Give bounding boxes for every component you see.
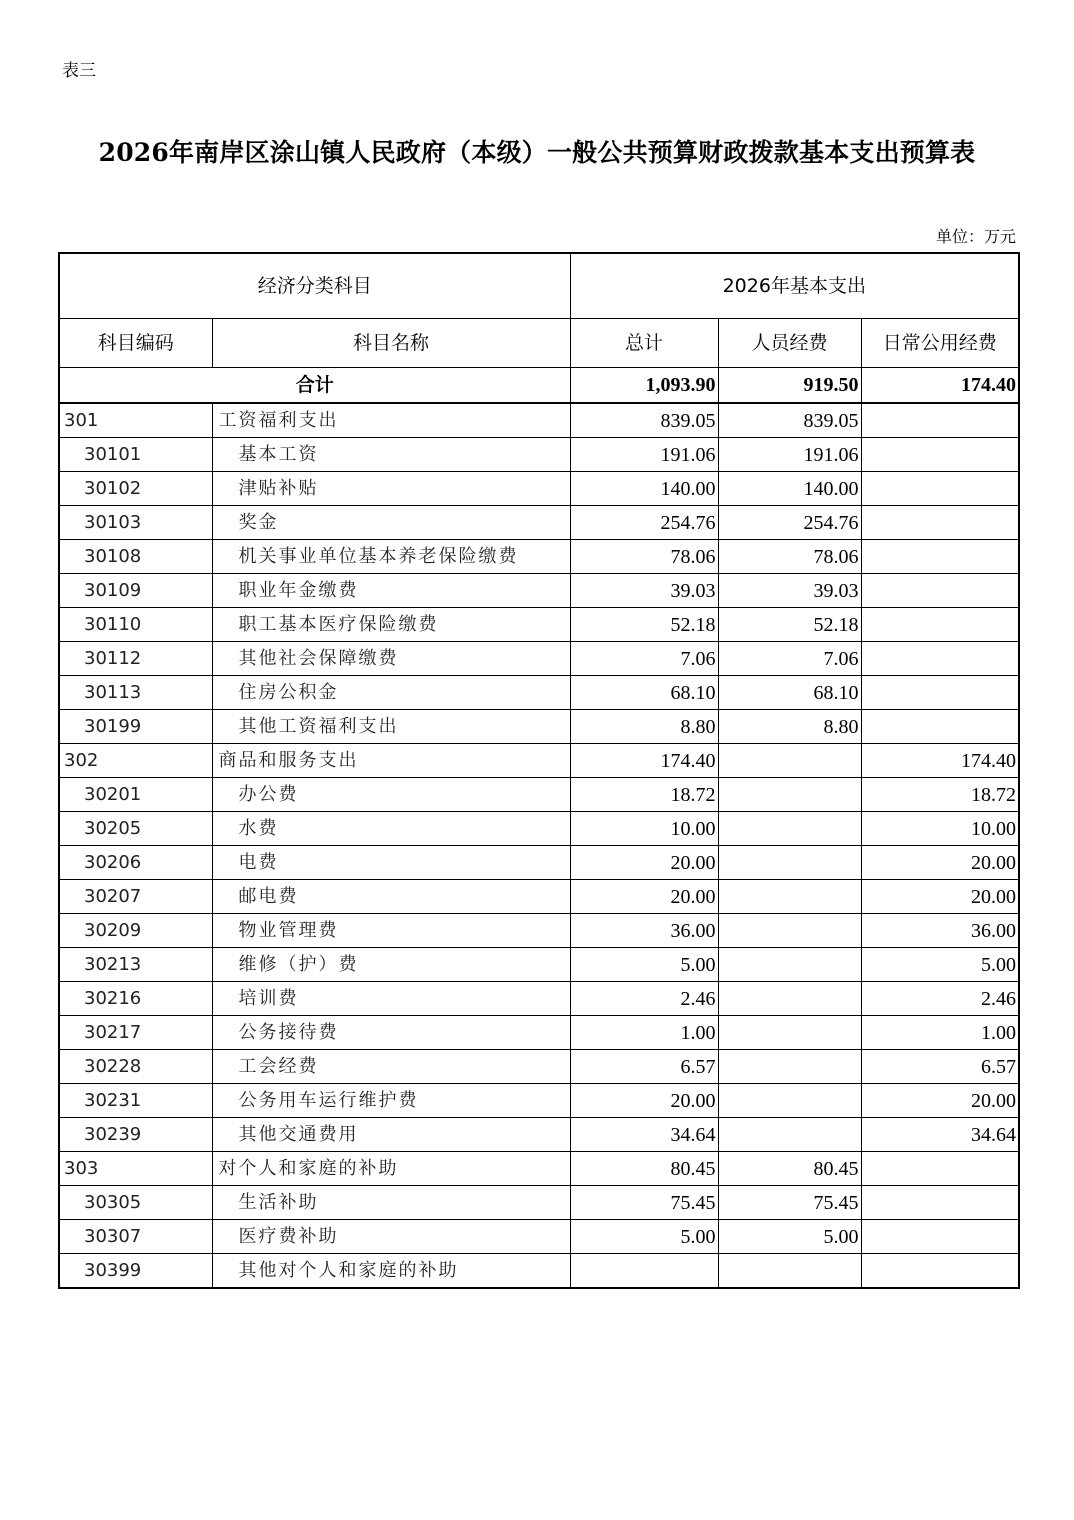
row-total: 75.45 <box>570 1186 718 1220</box>
header-public: 日常公用经费 <box>861 319 1019 368</box>
row-public: 10.00 <box>861 812 1019 846</box>
row-code: 30109 <box>59 574 212 608</box>
row-personnel <box>718 982 861 1016</box>
row-public <box>861 710 1019 744</box>
row-total: 140.00 <box>570 472 718 506</box>
row-total: 7.06 <box>570 642 718 676</box>
row-personnel: 254.76 <box>718 506 861 540</box>
row-total: 191.06 <box>570 438 718 472</box>
row-name: 工资福利支出 <box>212 403 570 438</box>
row-code: 30213 <box>59 948 212 982</box>
group-header-row <box>59 253 1019 319</box>
row-code: 30201 <box>59 778 212 812</box>
row-name: 津贴补贴 <box>212 472 570 506</box>
table-row <box>59 506 1019 540</box>
row-name: 生活补助 <box>212 1186 570 1220</box>
row-personnel <box>718 1050 861 1084</box>
row-public: 20.00 <box>861 1084 1019 1118</box>
row-public: 20.00 <box>861 880 1019 914</box>
row-personnel: 839.05 <box>718 403 861 438</box>
row-name: 基本工资 <box>212 438 570 472</box>
row-personnel <box>718 778 861 812</box>
row-personnel: 8.80 <box>718 710 861 744</box>
row-public: 36.00 <box>861 914 1019 948</box>
row-total: 5.00 <box>570 1220 718 1254</box>
row-public: 5.00 <box>861 948 1019 982</box>
row-public <box>861 540 1019 574</box>
table-row <box>59 914 1019 948</box>
row-name: 水费 <box>212 812 570 846</box>
row-total: 20.00 <box>570 846 718 880</box>
row-name: 电费 <box>212 846 570 880</box>
row-personnel <box>718 846 861 880</box>
row-code: 30217 <box>59 1016 212 1050</box>
table-row <box>59 540 1019 574</box>
table-row <box>59 1016 1019 1050</box>
row-total: 20.00 <box>570 880 718 914</box>
row-code: 302 <box>59 744 212 778</box>
row-name: 其他工资福利支出 <box>212 710 570 744</box>
table-row <box>59 472 1019 506</box>
row-code: 30113 <box>59 676 212 710</box>
row-name: 其他社会保障缴费 <box>212 642 570 676</box>
row-total: 78.06 <box>570 540 718 574</box>
total-label: 合计 <box>59 368 570 404</box>
row-public: 174.40 <box>861 744 1019 778</box>
table-row <box>59 642 1019 676</box>
row-public <box>861 1186 1019 1220</box>
row-public <box>861 472 1019 506</box>
row-personnel <box>718 1016 861 1050</box>
row-name: 医疗费补助 <box>212 1220 570 1254</box>
row-total: 839.05 <box>570 403 718 438</box>
table-row <box>59 574 1019 608</box>
row-public <box>861 1152 1019 1186</box>
row-personnel: 5.00 <box>718 1220 861 1254</box>
row-name: 物业管理费 <box>212 914 570 948</box>
row-total: 1.00 <box>570 1016 718 1050</box>
total-personnel: 919.50 <box>718 368 861 404</box>
row-code: 30102 <box>59 472 212 506</box>
row-public <box>861 642 1019 676</box>
row-name: 办公费 <box>212 778 570 812</box>
row-public <box>861 1220 1019 1254</box>
row-public: 20.00 <box>861 846 1019 880</box>
row-public: 6.57 <box>861 1050 1019 1084</box>
table-row <box>59 710 1019 744</box>
row-public: 34.64 <box>861 1118 1019 1152</box>
row-personnel: 75.45 <box>718 1186 861 1220</box>
row-total: 8.80 <box>570 710 718 744</box>
budget-table <box>58 252 1020 1289</box>
header-personnel: 人员经费 <box>718 319 861 368</box>
row-code: 30108 <box>59 540 212 574</box>
header-name: 科目名称 <box>212 319 570 368</box>
row-total: 254.76 <box>570 506 718 540</box>
row-public: 1.00 <box>861 1016 1019 1050</box>
row-total: 80.45 <box>570 1152 718 1186</box>
row-public <box>861 608 1019 642</box>
row-code: 30199 <box>59 710 212 744</box>
total-public: 174.40 <box>861 368 1019 404</box>
table-row <box>59 1186 1019 1220</box>
table-row <box>59 744 1019 778</box>
table-row <box>59 948 1019 982</box>
row-code: 30205 <box>59 812 212 846</box>
total-total: 1,093.90 <box>570 368 718 404</box>
row-code: 30110 <box>59 608 212 642</box>
table-label: 表三 <box>62 61 96 81</box>
row-personnel: 39.03 <box>718 574 861 608</box>
row-public <box>861 403 1019 438</box>
row-personnel: 7.06 <box>718 642 861 676</box>
row-code: 303 <box>59 1152 212 1186</box>
row-name: 培训费 <box>212 982 570 1016</box>
row-name: 公务接待费 <box>212 1016 570 1050</box>
row-personnel: 80.45 <box>718 1152 861 1186</box>
table-row <box>59 1050 1019 1084</box>
row-code: 30231 <box>59 1084 212 1118</box>
row-code: 30206 <box>59 846 212 880</box>
row-personnel: 68.10 <box>718 676 861 710</box>
row-personnel <box>718 880 861 914</box>
row-public: 2.46 <box>861 982 1019 1016</box>
row-personnel: 78.06 <box>718 540 861 574</box>
row-public <box>861 574 1019 608</box>
row-name: 职业年金缴费 <box>212 574 570 608</box>
row-code: 30207 <box>59 880 212 914</box>
table-row <box>59 403 1019 438</box>
row-name: 奖金 <box>212 506 570 540</box>
row-personnel <box>718 744 861 778</box>
row-total: 68.10 <box>570 676 718 710</box>
table-body <box>59 403 1019 1288</box>
row-name: 商品和服务支出 <box>212 744 570 778</box>
header-basic-expenditure: 2026年基本支出 <box>570 253 1019 319</box>
row-personnel: 191.06 <box>718 438 861 472</box>
row-code: 30101 <box>59 438 212 472</box>
table-row <box>59 1220 1019 1254</box>
row-name: 住房公积金 <box>212 676 570 710</box>
row-total: 52.18 <box>570 608 718 642</box>
row-code: 30228 <box>59 1050 212 1084</box>
table-row <box>59 1254 1019 1289</box>
table-row <box>59 846 1019 880</box>
row-personnel <box>718 1084 861 1118</box>
row-personnel <box>718 1254 861 1289</box>
row-name: 其他对个人和家庭的补助 <box>212 1254 570 1289</box>
total-row <box>59 368 1019 404</box>
row-total: 20.00 <box>570 1084 718 1118</box>
column-header-row <box>59 319 1019 368</box>
row-total: 39.03 <box>570 574 718 608</box>
table-row <box>59 608 1019 642</box>
row-code: 30112 <box>59 642 212 676</box>
row-public <box>861 438 1019 472</box>
table-row <box>59 676 1019 710</box>
row-personnel <box>718 914 861 948</box>
table-row <box>59 438 1019 472</box>
row-total: 5.00 <box>570 948 718 982</box>
table-row <box>59 1118 1019 1152</box>
row-code: 30399 <box>59 1254 212 1289</box>
row-total: 36.00 <box>570 914 718 948</box>
table-row <box>59 880 1019 914</box>
row-code: 30103 <box>59 506 212 540</box>
row-name: 机关事业单位基本养老保险缴费 <box>212 540 570 574</box>
row-code: 30305 <box>59 1186 212 1220</box>
row-name: 维修（护）费 <box>212 948 570 982</box>
row-name: 邮电费 <box>212 880 570 914</box>
row-code: 30307 <box>59 1220 212 1254</box>
row-total: 174.40 <box>570 744 718 778</box>
row-name: 工会经费 <box>212 1050 570 1084</box>
row-name: 其他交通费用 <box>212 1118 570 1152</box>
table-row <box>59 812 1019 846</box>
row-public <box>861 1254 1019 1289</box>
row-total <box>570 1254 718 1289</box>
table-row <box>59 1152 1019 1186</box>
table-row <box>59 778 1019 812</box>
row-code: 30216 <box>59 982 212 1016</box>
row-public <box>861 676 1019 710</box>
row-name: 对个人和家庭的补助 <box>212 1152 570 1186</box>
row-personnel: 140.00 <box>718 472 861 506</box>
page-title: 2026年南岸区涂山镇人民政府（本级）一般公共预算财政拨款基本支出预算表 <box>98 138 976 167</box>
row-total: 2.46 <box>570 982 718 1016</box>
row-name: 职工基本医疗保险缴费 <box>212 608 570 642</box>
header-total: 总计 <box>570 319 718 368</box>
unit-label: 单位：万元 <box>935 227 1016 246</box>
row-total: 10.00 <box>570 812 718 846</box>
row-personnel <box>718 948 861 982</box>
row-name: 公务用车运行维护费 <box>212 1084 570 1118</box>
table-row <box>59 1084 1019 1118</box>
row-public: 18.72 <box>861 778 1019 812</box>
row-personnel <box>718 1118 861 1152</box>
row-personnel <box>718 812 861 846</box>
row-total: 6.57 <box>570 1050 718 1084</box>
row-code: 30209 <box>59 914 212 948</box>
row-personnel: 52.18 <box>718 608 861 642</box>
table-row <box>59 982 1019 1016</box>
header-code: 科目编码 <box>59 319 212 368</box>
row-total: 34.64 <box>570 1118 718 1152</box>
row-code: 301 <box>59 403 212 438</box>
row-public <box>861 506 1019 540</box>
header-economic-category: 经济分类科目 <box>59 253 570 319</box>
row-code: 30239 <box>59 1118 212 1152</box>
row-total: 18.72 <box>570 778 718 812</box>
